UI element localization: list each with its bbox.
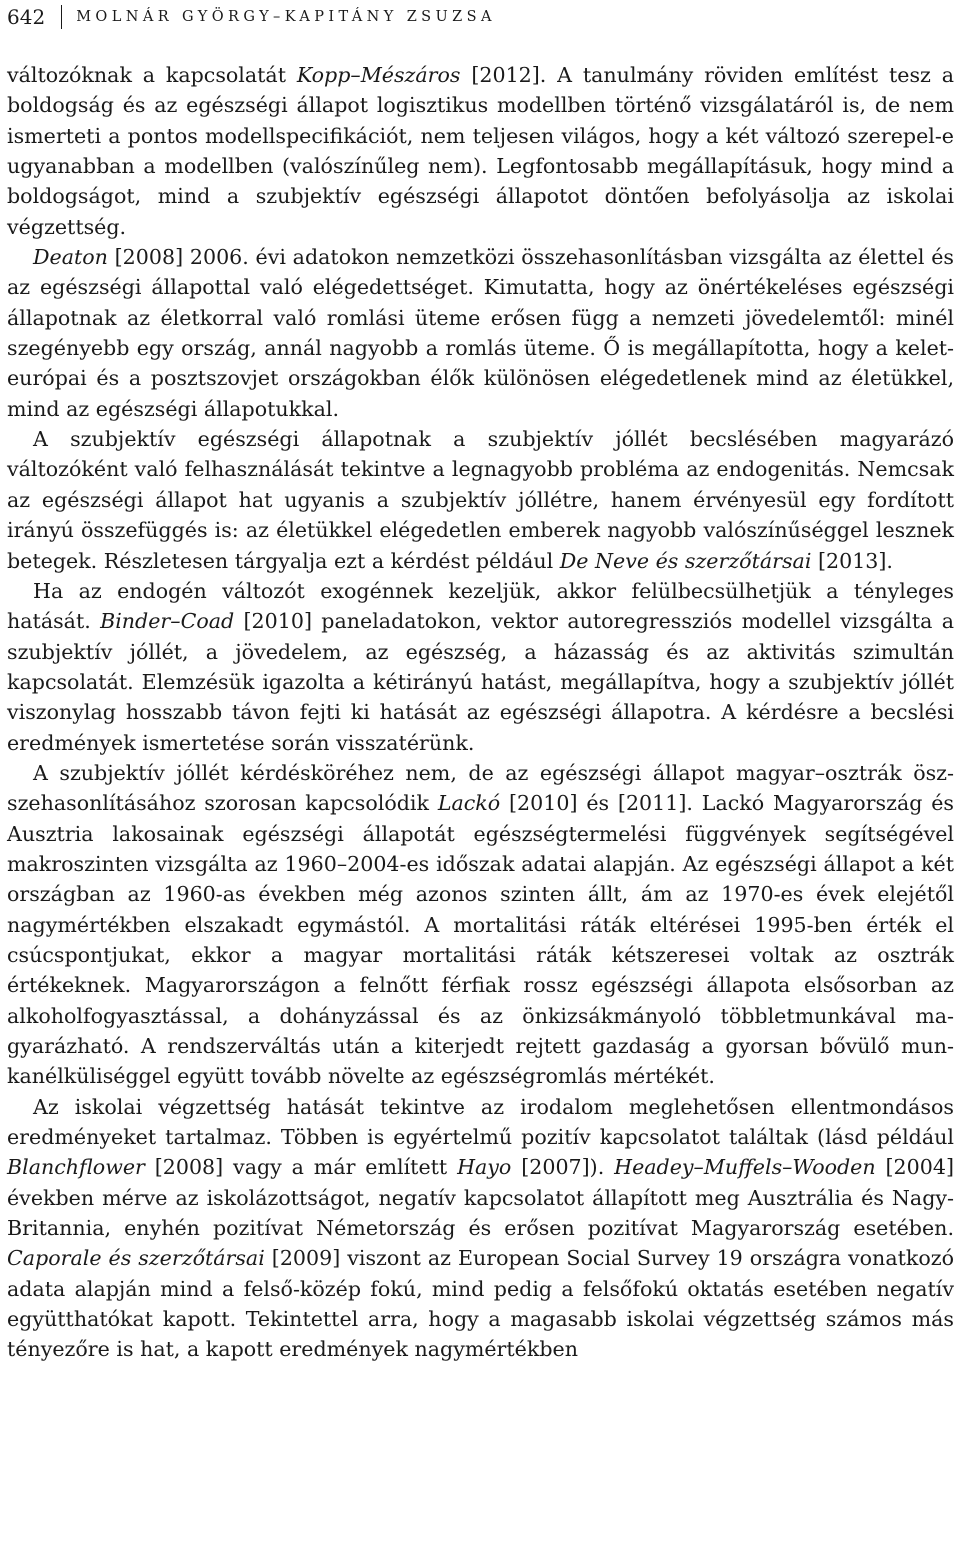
paragraph-text: A szubjektív jóllét kérdésköréhez nem, de az egészségi állapot magyar–osztrák öszszehasonlításához szorosan kapcsolódik: [7, 760, 954, 816]
citation-author: Deaton: [33, 245, 108, 270]
citation-author: De Neve és szerzőtársai: [559, 548, 812, 573]
paragraph: [7, 242, 954, 424]
running-header: [7, 4, 496, 30]
page-number: 642: [7, 5, 46, 29]
paragraph-text: változóknak a kapcsolatát: [7, 63, 297, 87]
paragraph: [7, 424, 954, 576]
paragraph-text: [2009] viszont az European Social Survey 19 országra vonatkozó adata alapján mind a felső-közép fokú, mind pedig a felsőfokú oktatás esetében negatív együtthatókat kapott. Tekintettel arra, hogy a magasabb iskolai végzettség számos más tényezőre is hat, a kapott eredmények nagymértékben: [7, 1246, 954, 1362]
paragraph-text: [2007]).: [511, 1155, 615, 1180]
header-divider: [61, 5, 62, 29]
citation-author: Hayo: [457, 1155, 512, 1180]
paragraph-text: [2013].: [811, 548, 893, 573]
body-text: [7, 60, 954, 1365]
citation-author: Blanchflower: [7, 1155, 145, 1180]
paragraph-text: [2012]. A tanulmány röviden említést tesz a boldogság és az egészségi állapot logisztikus modellben történő vizsgálatáról is, de nem ismerteti a pontos modellspecifikációt, nem teljesen világos, hogy a két változó szerepel-e ugyanabban a modellben (valószínűleg nem). Legfontosabb megállapításuk, hogy mind a boldogságot, mind a szubjektív egészségi állapotot döntően befolyásolja az iskolai végzettség.: [7, 63, 954, 239]
paragraph-text: [2008] 2006. évi adatokon nemzetközi összehasonlításban vizsgálta az élettel és az egészségi állapottal való elégedettséget. Kimutatta, hogy az önértékeléses egészségi állapotnak az életkorral való romlási üteme erősen függ a nemzeti jövedelemtől: minél szegényebb egy ország, annál nagyobb a romlás üteme. Ő is megállapította, hogy a kelet-európai és a posztszovjet országokban élők különösen elégedetlenek mind az életükkel, mind az egészségi állapotukkal.: [7, 245, 954, 421]
paragraph-text: A szubjektív egészségi állapotnak a szubjektív jóllét becslésében magyarázó változóként való felhasználását tekintve a legnagyobb probléma az endogenitás. Nemcsak az egészségi állapot hat ugyanis a szubjektív jóllétre, hanem érvényesül egy fordított irányú összefüggés is: az életükkel elégedetlen emberek nagyobb valószínűséggel lesznek betegek. Részletesen tárgyalja ezt a kérdést például: [7, 427, 954, 573]
paragraph-text: [2004] években mérve az iskolázottságot, negatív kapcsolatot állapított meg Ausztrália és Nagy-Britannia, enyhén pozitívat Németország és erősen pozitívat Magyarország esetében.: [7, 1155, 954, 1241]
paragraph: [7, 60, 954, 242]
paragraph: [7, 1092, 954, 1365]
paragraph-text: Ha az endogén változót exogénnek kezeljük, akkor felülbecsülhetjük a tényleges hatását.: [7, 578, 954, 634]
paragraph-text: [2008] vagy a már említett: [144, 1155, 458, 1180]
paragraph-text: [2010] és [2011]. Lackó Magyarország és Ausztria lakosainak egészségi állapotát egészségtermelési függvények segítségével makroszinten vizsgálta az 1960–2004-es időszak adatai alapján. Az egészségi állapot a két országban az 1960-as években még azonos szinten állt, ám az 1970-es évek elejétől nagymértékben elszakadt egymástól. A mortalitási ráták eltérései 1995-ben érték el csúcspontjukat, ekkor a magyar mortalitási ráták kétszeresei voltak az osztrák értékeknek. Magyarországon a felnőtt férfiak rossz egészségi állapota elsősorban az alkoholfogyasztással, a dohányzással és az önkizsákmányoló többletmunkával magyarázható. A rendszerváltás után a kiterjedt rejtett gazdaság a gyorsan bővülő munkanélküliséggel együtt tovább növelte az egészségromlás mértékét.: [7, 791, 954, 1089]
paragraph-text: Az iskolai végzettség hatását tekintve az irodalom meglehetősen ellentmondásos eredményeket tartalmaz. Többen is egyértelmű pozitív kapcsolatot találtak (lásd például: [7, 1094, 954, 1150]
paragraph-text: [2010] paneladatokon, vektor autoregressziós modellel vizsgálta a szubjektív jóllét, a jövedelem, az egészség, a házasság és az aktivitás szimultán kapcsolatát. Elemzésük igazolta a kétirányú hatást, megállapítva, hogy a szubjektív jóllét viszonylag hosszabb távon fejti ki hatását az egészségi állapotra. A kérdésre a becslési eredmények ismertetése során visszatérünk.: [7, 609, 955, 755]
citation-author: Caporale és szerzőtársai: [7, 1246, 265, 1271]
citation-author: Kopp–Mészáros: [296, 63, 461, 87]
paragraph: [7, 576, 954, 758]
citation-author: Lackó: [437, 791, 501, 816]
citation-author: Binder–Coad: [100, 609, 235, 634]
citation-author: Headey–Muffels–Wooden: [614, 1155, 876, 1180]
paragraph: [7, 758, 954, 1092]
running-head-authors: MOLNÁR GYÖRGY–KAPITÁNY ZSUZSA: [76, 9, 496, 25]
